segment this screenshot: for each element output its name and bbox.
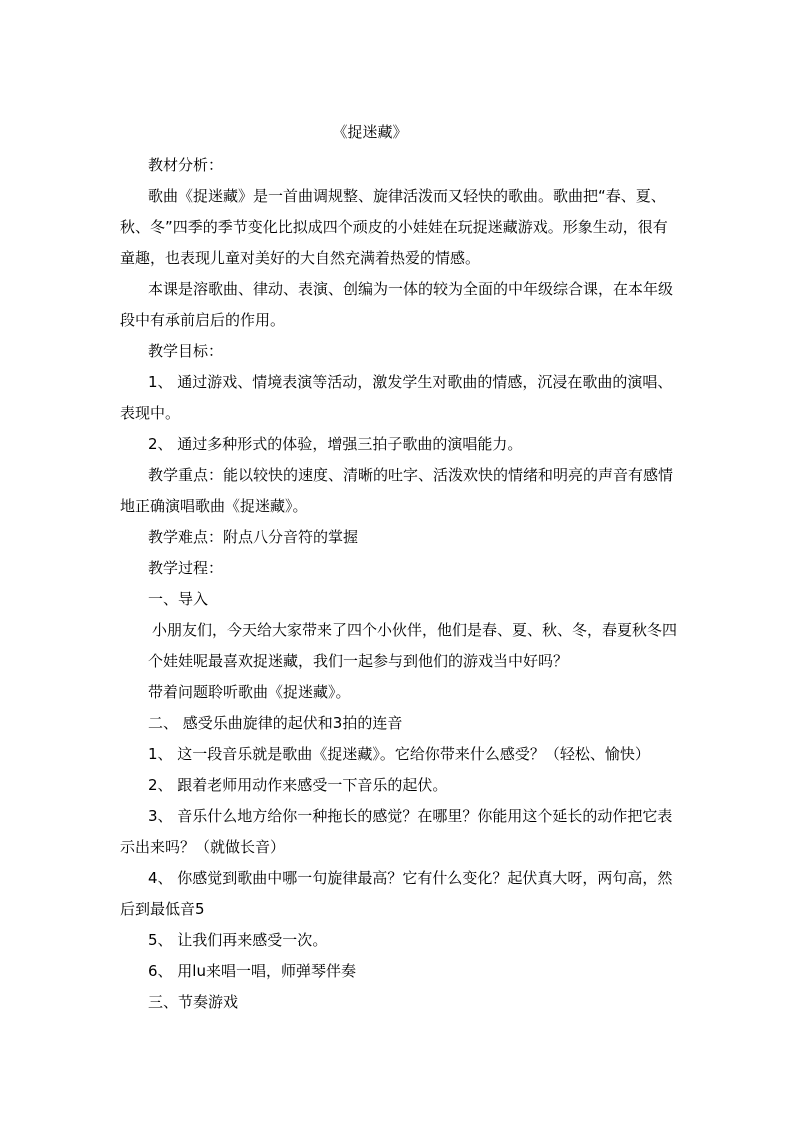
paragraph-difficulties: 教学难点：附点八分音符的掌握: [148, 528, 359, 546]
document-body: [120, 150, 680, 1018]
paragraph-step-6: 6、 用lu来唱一唱，师弹琴伴奏: [148, 962, 356, 980]
paragraph-step-2: 2、 跟着老师用动作来感受一下音乐的起伏。: [148, 776, 448, 794]
paragraph-step-3: 3、 音乐什么地方给你一种拖长的感觉？在哪里？你能用这个延长的动作把它表示出来吗？（就做长音）: [120, 807, 673, 856]
paragraph-step-1: 1、 这一段音乐就是歌曲《捉迷藏》。它给你带来什么感受？（轻松、愉快）: [148, 745, 650, 763]
paragraph-step-4: 4、 你感觉到歌曲中哪一句旋律最高？它有什么变化？起伏真大呀，两句高，然后到最低音5: [120, 869, 673, 918]
paragraph-objective-1: 1、 通过游戏、情境表演等活动，激发学生对歌曲的情感，沉浸在歌曲的演唱、表现中。: [120, 373, 673, 422]
paragraph-material-analysis-heading: 教材分析：: [148, 156, 224, 174]
paragraph-listen-song: 带着问题聆听歌曲《捉迷藏》。: [148, 683, 351, 701]
paragraph-objective-2: 2、 通过多种形式的体验，增强三拍子歌曲的演唱能力。: [148, 435, 523, 453]
paragraph-intro-text: 小朋友们，今天给大家带来了四个小伙伴，他们是春、夏、秋、冬，春夏秋冬四个娃娃呢最喜欢捉迷藏，我们一起参与到他们的游戏当中好吗？: [148, 621, 678, 670]
paragraph-section-melody: 二、 感受乐曲旋律的起伏和3拍的连音: [148, 714, 403, 732]
paragraph-step-5: 5、 让我们再来感受一次。: [148, 931, 328, 949]
document-title: 《捉迷藏》: [332, 123, 408, 141]
paragraph-process-heading: 教学过程：: [148, 559, 224, 577]
paragraph-material-analysis: 歌曲《捉迷藏》是一首曲调规整、旋律活泼而又轻快的歌曲。歌曲把“春、夏、秋、冬”四季的季节变化比拟成四个顽皮的小娃娃在玩捉迷藏游戏。形象生动，很有童趣，也表现儿童对美好的大自然充满着热爱的情感。: [120, 187, 668, 267]
paragraph-key-points: 教学重点：能以较快的速度、清晰的吐字、活泼欢快的情绪和明亮的声音有感情地正确演唱歌曲《捉迷藏》。: [120, 466, 674, 515]
paragraph-section-intro: 一、导入: [148, 590, 209, 608]
paragraph-objectives-heading: 教学目标：: [148, 342, 224, 360]
paragraph-lesson-description: 本课是溶歌曲、律动、表演、创编为一体的较为全面的中年级综合课，在本年级段中有承前启后的作用。: [120, 280, 674, 329]
paragraph-section-rhythm: 三、节奏游戏: [148, 993, 239, 1011]
